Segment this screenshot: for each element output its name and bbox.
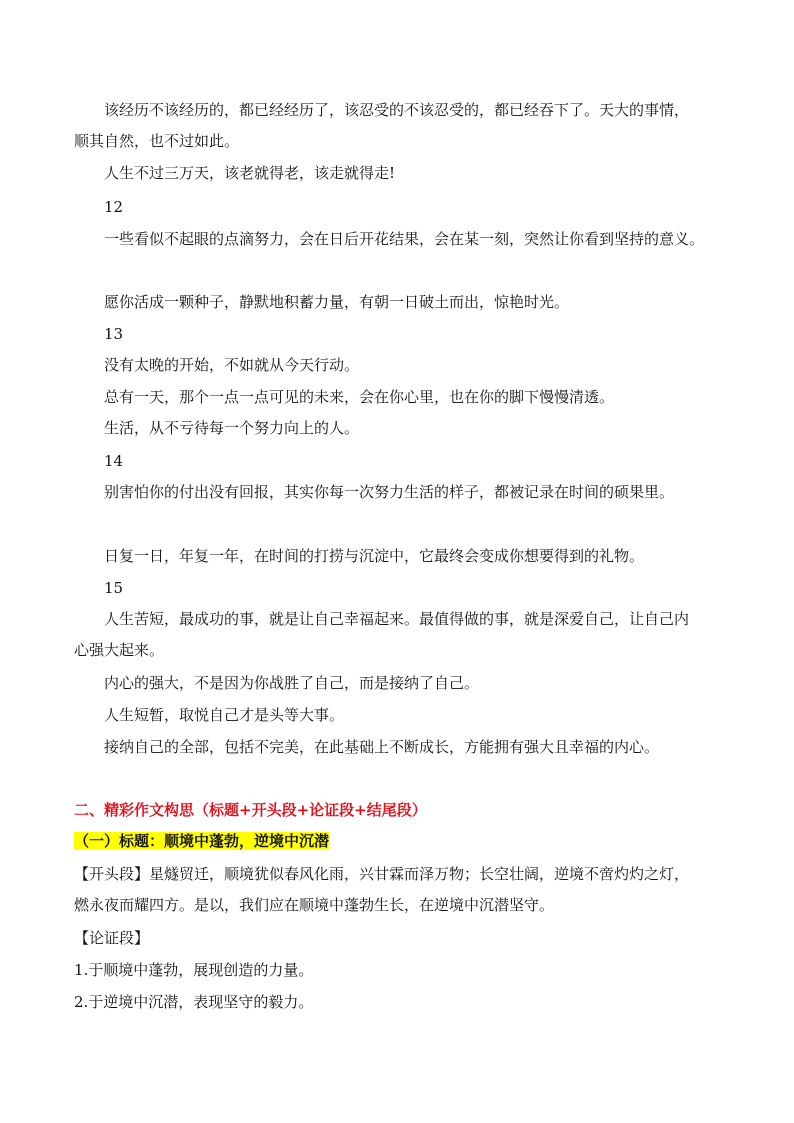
section-number: 13	[104, 325, 124, 343]
paragraph-line: 愿你活成一颗种子，静默地积蓄力量，有朝一日破土而出，惊艳时光。	[104, 293, 570, 311]
paragraph-line: 心强大起来。	[74, 641, 165, 659]
argument-point: 2.于逆境中沉潜，表现坚守的毅力。	[74, 993, 314, 1011]
paragraph-line: 一些看似不起眼的点滴努力，会在日后开花结果，会在某一刻，突然让你看到坚持的意义。	[104, 230, 705, 248]
paragraph-line: 内心的强大，不是因为你战胜了自己，而是接纳了自己。	[104, 674, 480, 692]
paragraph-line: 日复一日，年复一年，在时间的打捞与沉淀中，它最终会变成你想要得到的礼物。	[104, 547, 645, 565]
paragraph-line: 接纳自己的全部，包括不完美，在此基础上不断成长，方能拥有强大且幸福的内心。	[104, 738, 660, 756]
argument-point: 1.于顺境中蓬勃，展现创造的力量。	[74, 961, 314, 979]
opening-paragraph-line: 燃永夜而耀四方。是以，我们应在顺境中蓬勃生长，在逆境中沉潜坚守。	[74, 896, 555, 914]
section-number: 14	[104, 452, 124, 470]
paragraph-line: 没有太晚的开始，不如就从今天行动。	[104, 356, 360, 374]
opening-paragraph-line	[74, 864, 689, 884]
argument-tag: 【论证段】	[74, 929, 150, 947]
paragraph-line: 顺其自然，也不过如此。	[74, 132, 240, 150]
opening-tag: 【开头段】	[74, 865, 150, 883]
highlighted-subtitle: （一）标题：顺境中蓬勃，逆境中沉潜	[74, 832, 330, 850]
paragraph-line: 该经历不该经历的，都已经经历了，该忍受的不该忍受的，都已经吞下了。天大的事情，	[104, 101, 690, 119]
paragraph-line: 人生不过三万天，该老就得老，该走就得走!	[104, 164, 396, 182]
paragraph-line: 总有一天，那个一点一点可见的未来，会在你心里，也在你的脚下慢慢清透。	[104, 388, 615, 406]
section-heading: 二、精彩作文构思（标题+开头段+论证段+结尾段）	[74, 801, 427, 819]
subtitle-row	[74, 831, 329, 851]
opening-text: 星燧贸迁，顺境犹似春风化雨，兴甘霖而泽万物；长空壮阔，逆境不啻灼灼之灯，	[149, 865, 690, 883]
section-number: 12	[104, 198, 124, 216]
section-number: 15	[104, 579, 124, 597]
paragraph-line: 人生苦短，最成功的事，就是让自己幸福起来。最值得做的事，就是深爱自己，让自己内	[104, 610, 690, 628]
paragraph-line: 别害怕你的付出没有回报，其实你每一次努力生活的样子，都被记录在时间的硕果里。	[104, 483, 675, 501]
paragraph-line: 人生短暂，取悦自己才是头等大事。	[104, 706, 345, 724]
paragraph-line: 生活，从不亏待每一个努力向上的人。	[104, 419, 360, 437]
